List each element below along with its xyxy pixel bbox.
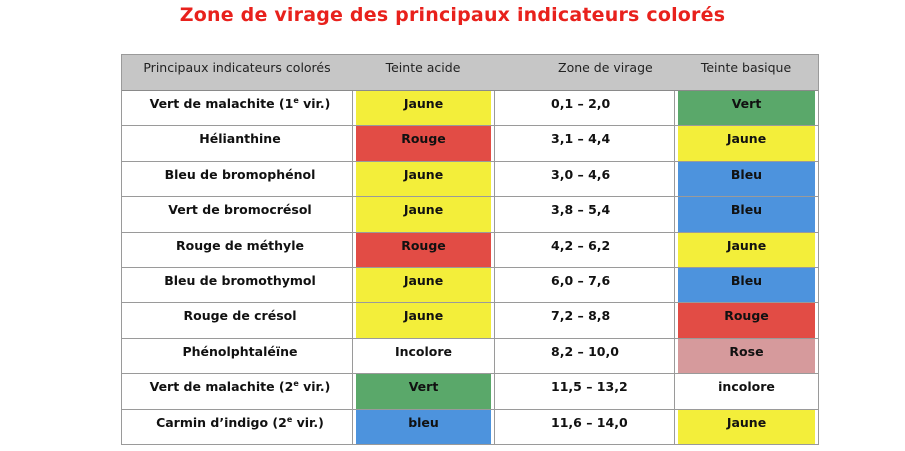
transition-zone-value: 0,1 – 2,0 (551, 96, 611, 111)
transition-zone-cell (494, 339, 674, 373)
table-row (122, 197, 818, 232)
acid-tint-label: Vert (408, 379, 439, 395)
acid-tint-cell (352, 303, 494, 337)
basic-tint-cell (674, 162, 818, 196)
indicator-name: Bleu de bromophénol (164, 166, 316, 182)
basic-tint-cell (674, 339, 818, 373)
acid-tint-label: Jaune (403, 308, 444, 324)
basic-tint-label: Jaune (726, 131, 767, 147)
indicator-name-superscript: e (293, 378, 299, 388)
header-acid-tint: Teinte acide (385, 60, 461, 75)
indicator-name: Vert de malachite (1 (149, 96, 294, 111)
indicator-name-tail: vir.) (298, 96, 331, 111)
basic-tint-cell (674, 374, 818, 408)
acid-tint-cell (352, 233, 494, 267)
basic-tint-label: Bleu (730, 272, 763, 288)
indicator-name-cell (122, 162, 352, 196)
basic-tint-label: Bleu (730, 202, 763, 218)
indicator-name: Rouge de méthyle (176, 237, 304, 253)
acid-tint-label: Jaune (403, 96, 444, 111)
indicator-name: Hélianthine (199, 131, 281, 147)
basic-tint-label: Jaune (726, 414, 767, 430)
indicator-name-superscript: e (286, 414, 293, 424)
basic-tint-cell (674, 410, 818, 444)
indicator-name-cell (122, 339, 352, 373)
table-row (122, 126, 818, 161)
transition-zone-value: 3,0 – 4,6 (551, 166, 611, 182)
basic-tint-label: Jaune (726, 237, 767, 253)
transition-zone-cell (494, 268, 674, 302)
acid-tint-cell (352, 410, 494, 444)
basic-tint-cell (674, 233, 818, 267)
indicator-name-cell (122, 268, 352, 302)
table-row (122, 162, 818, 197)
acid-tint-label: Jaune (403, 202, 444, 218)
transition-zone-value: 7,2 – 8,8 (551, 308, 611, 324)
transition-zone-cell (494, 197, 674, 231)
basic-tint-cell (674, 303, 818, 337)
acid-tint-label: bleu (408, 414, 439, 430)
table-row (122, 374, 818, 409)
basic-tint-cell (674, 91, 818, 125)
acid-tint-cell (352, 197, 494, 231)
transition-zone-cell (494, 162, 674, 196)
indicator-name: Vert de malachite (2 (149, 379, 294, 395)
basic-tint-cell (674, 197, 818, 231)
indicator-name-cell (122, 303, 352, 337)
indicator-name: Phénolphtaléïne (182, 343, 298, 359)
indicator-name-tail: vir.) (292, 414, 324, 430)
indicator-name-cell (122, 126, 352, 160)
acid-tint-label: Rouge (401, 237, 446, 253)
table-row (122, 91, 818, 126)
transition-zone-cell (494, 233, 674, 267)
basic-tint-cell (674, 126, 818, 160)
indicator-name-cell (122, 374, 352, 408)
header-basic-tint: Teinte basique (700, 60, 792, 75)
transition-zone-cell (494, 91, 674, 125)
indicator-name-tail: vir.) (298, 379, 331, 395)
basic-tint-label: incolore (718, 379, 775, 395)
indicator-name: Carmin d’indigo (2 (156, 414, 287, 430)
acid-tint-cell (352, 126, 494, 160)
acid-tint-cell (352, 91, 494, 125)
acid-tint-cell (352, 162, 494, 196)
transition-zone-value: 6,0 – 7,6 (551, 272, 611, 288)
transition-zone-value: 4,2 – 6,2 (551, 237, 611, 253)
transition-zone-value: 3,1 – 4,4 (551, 131, 611, 147)
transition-zone-value: 3,8 – 5,4 (551, 202, 611, 218)
page-title: Zone de virage des principaux indicateurs colorés (179, 4, 726, 26)
acid-tint-label: Rouge (401, 131, 446, 147)
table-header-row (122, 55, 818, 91)
basic-tint-label: Bleu (730, 166, 763, 182)
transition-zone-value: 11,6 – 14,0 (551, 414, 628, 430)
indicator-name-cell (122, 233, 352, 267)
basic-tint-label: Vert (731, 96, 762, 111)
table-body (122, 91, 818, 445)
indicator-name: Bleu de bromothymol (164, 272, 316, 288)
basic-tint-cell (674, 268, 818, 302)
indicator-name-cell (122, 410, 352, 444)
acid-tint-label: Jaune (403, 272, 444, 288)
indicator-table (121, 54, 819, 445)
acid-tint-label: Jaune (403, 166, 444, 182)
basic-tint-label: Rose (729, 343, 764, 359)
table-row (122, 303, 818, 338)
table-row (122, 410, 818, 445)
indicator-name-cell (122, 197, 352, 231)
acid-tint-label: Incolore (394, 343, 453, 359)
acid-tint-cell (352, 374, 494, 408)
table-row (122, 268, 818, 303)
table-row (122, 233, 818, 268)
table-row (122, 339, 818, 374)
transition-zone-cell (494, 303, 674, 337)
header-indicator: Principaux indicateurs colorés (143, 60, 331, 75)
indicator-name: Vert de bromocrésol (168, 202, 312, 218)
transition-zone-value: 11,5 – 13,2 (551, 379, 628, 395)
indicator-name-cell (122, 91, 352, 125)
indicator-name-superscript: e (293, 95, 299, 105)
transition-zone-cell (494, 410, 674, 444)
transition-zone-cell (494, 126, 674, 160)
transition-zone-value: 8,2 – 10,0 (551, 343, 619, 359)
acid-tint-cell (352, 339, 494, 373)
header-transition-zone: Zone de virage (558, 60, 653, 75)
basic-tint-label: Rouge (724, 308, 769, 324)
transition-zone-cell (494, 374, 674, 408)
indicator-name: Rouge de crésol (183, 308, 297, 324)
acid-tint-cell (352, 268, 494, 302)
